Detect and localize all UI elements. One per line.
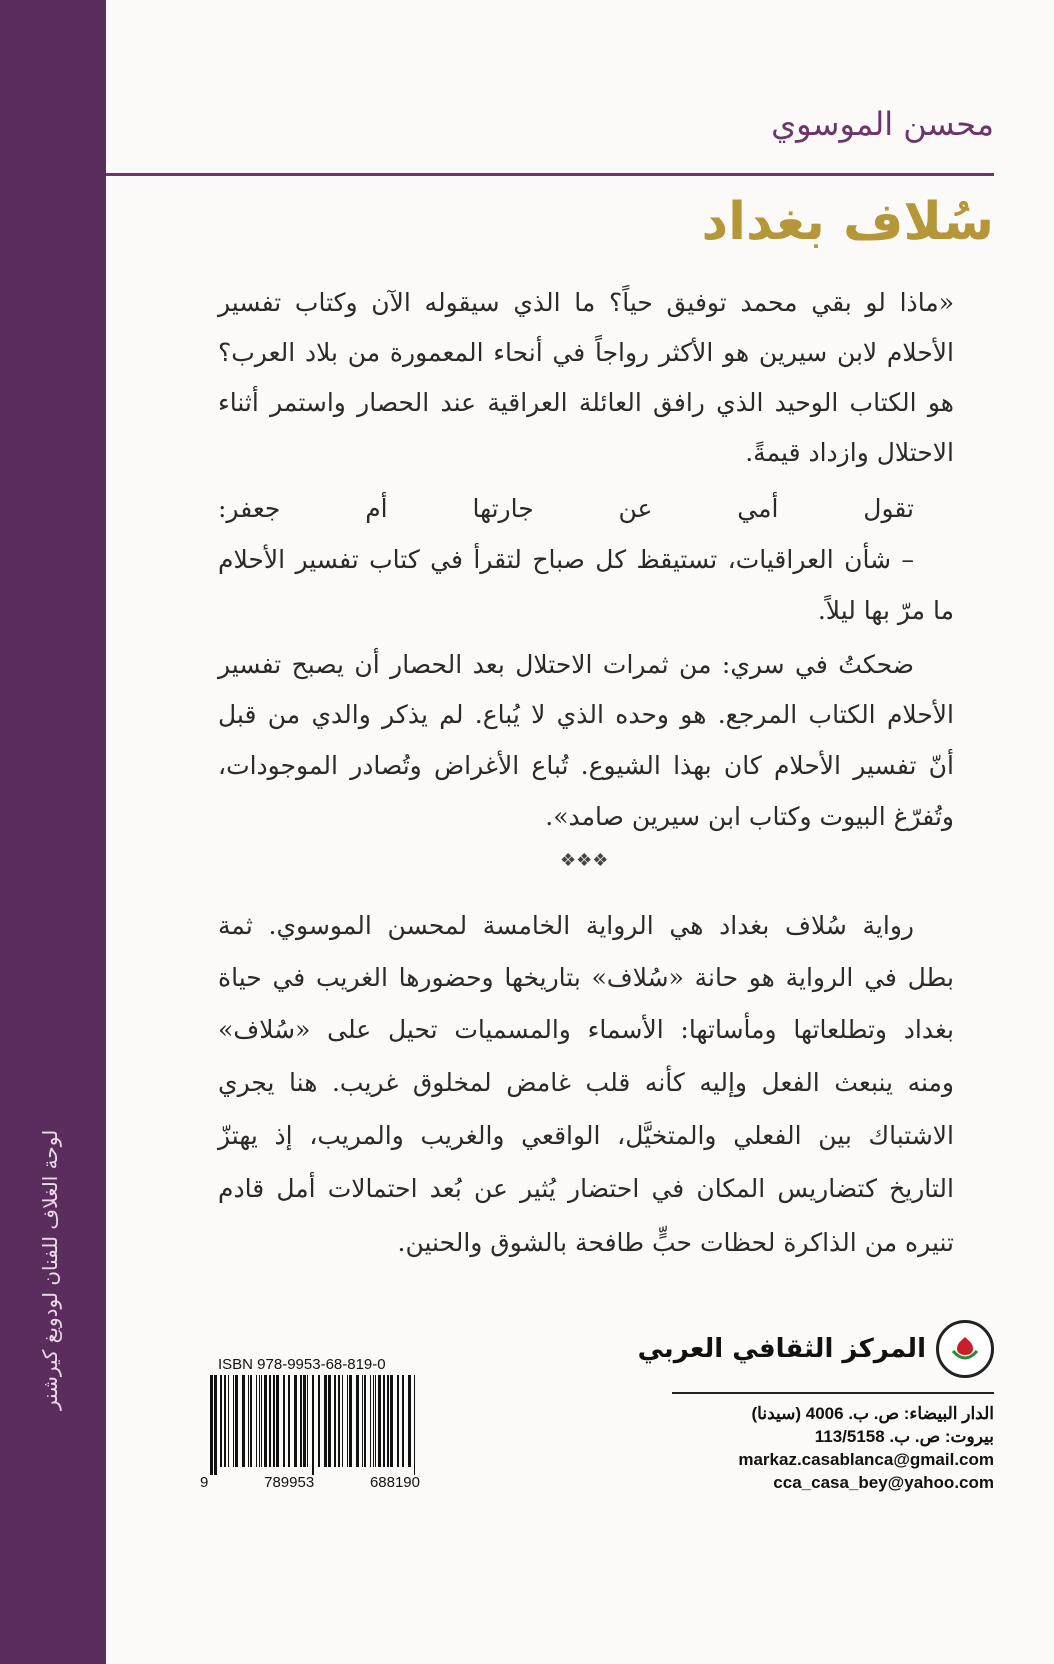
address-line: الدار البيضاء: ص. ب. 4006 (سيدنا) [751,1404,994,1423]
text-line: هو الكتاب الوحيد الذي رافق العائلة العراقية عند الحصار واستمر أثناء [218,388,954,417]
barcode-bar [364,1375,366,1467]
text-line: الاشتباك بين الفعلي والمتخيَّل، الواقعي والغريب والمريب، إذ يهتزّ [218,1121,954,1150]
address-line: بيروت: ص. ب. 113/5158 [814,1427,994,1446]
barcode-bar [390,1375,393,1467]
barcode-bar [288,1375,290,1467]
publisher-name: المركز الثقافي العربي [637,1334,926,1364]
barcode-bar [261,1375,262,1467]
barcode-bar [334,1375,336,1467]
barcode-bar [250,1375,252,1467]
barcode [210,1375,415,1475]
barcode-digit-group: 9 [200,1474,209,1491]
text-line: بطل في الرواية هو حانة «سُلاف» بتاريخها وحضورها الغريب في حياة [218,963,954,992]
barcode-bar [312,1375,314,1475]
text-line: ومنه ينبعث الفعل وإليه كأنه قلب غامض لمخلوق غريب. هنا يجري [218,1068,954,1097]
isbn-label: ISBN 978-9953-68-819-0 [218,1356,386,1373]
text-line: رواية سُلاف بغداد هي الرواية الخامسة لمحسن الموسوي. ثمة [218,911,914,940]
barcode-bar [264,1375,267,1467]
barcode-bar [383,1375,385,1467]
text-line: بغداد وتطلعاتها ومأساتها: الأسماء والمسميات تحيل على «سُلاف» [218,1015,954,1044]
divider [672,1392,994,1394]
barcode-bar [228,1375,229,1467]
barcode-bar [347,1375,348,1467]
publisher-block [638,1320,994,1378]
barcode-bar [283,1375,285,1467]
divider [106,173,994,176]
barcode-bar [307,1375,308,1467]
publisher-address [738,1402,994,1494]
barcode-bar [294,1375,297,1467]
text-line: الأحلام لابن سيرين هو الأكثر رواجاً في أنحاء المعمورة من بلاد العرب؟ [218,338,954,367]
barcode-bar [318,1375,320,1467]
text-line: – شأن العراقيات، تستيقظ كل صباح لتقرأ في كتاب تفسير الأحلام [218,545,914,574]
text-line: ما مرّ بها ليلاً. [817,596,954,625]
text-line: الاحتلال وازداد قيمةً. [745,438,954,467]
barcode-bar [378,1375,381,1467]
barcode-bar [273,1375,275,1467]
text-line: تقول أمي عن جارتها أم جعفر: [218,494,914,523]
text-line: ضحكتُ في سري: من ثمرات الاحتلال بعد الحصار أن يصبح تفسير [218,650,914,679]
barcode-bar [356,1375,359,1467]
barcode-bar [233,1375,234,1467]
publisher-logo-icon [936,1320,994,1378]
spine-strip [0,0,106,1664]
text-line: «ماذا لو بقي محمد توفيق حياً؟ ما الذي سيقوله الآن وكتاب تفسير [218,288,954,317]
barcode-bar [303,1375,306,1467]
barcode-bar [338,1375,340,1467]
barcode-bar [375,1375,376,1467]
barcode-bar [362,1375,363,1467]
barcode-bar [235,1375,238,1467]
barcode-bar [224,1375,226,1467]
barcode-digit-group: 688190 [369,1474,420,1491]
email-link[interactable]: cca_casa_bey@yahoo.com [773,1473,994,1492]
barcode-bar [370,1375,371,1467]
barcode-bar [397,1375,399,1467]
barcode-bar [349,1375,352,1467]
barcode-bar [402,1375,404,1467]
text-line: تنيره من الذاكرة لحظات حبٍّ طافحة بالشوق والحنين. [397,1228,954,1257]
barcode-bar [214,1375,217,1475]
author-name: محسن الموسوي [771,105,994,143]
barcode-bar [248,1375,249,1467]
barcode-bar [373,1375,374,1467]
cover-art-credit: لوحة الغلاف للفنان لودويغ كيرشنر [38,1130,62,1411]
barcode-digits [200,1474,420,1491]
text-line: وتُفرّغ البيوت وكتاب ابن سيرين صامد». [545,802,954,831]
barcode-bar [324,1375,327,1467]
barcode-bar [220,1375,222,1467]
barcode-bar [210,1375,213,1475]
text-line: التاريخ كتضاريس المكان في احتضار يُثير عن بُعد احتمالات أمل قادم [218,1174,954,1203]
barcode-bar [387,1375,389,1467]
barcode-bar [259,1375,260,1467]
book-title: سُلاف بغداد [701,192,994,252]
text-line: أنّ تفسير الأحلام كان بهذا الشيوع. تُباع الأغراض وتُصادر الموجودات، [218,751,954,780]
section-separator: ❖❖❖ [560,850,609,871]
barcode-bar [300,1375,302,1467]
email-link[interactable]: markaz.casablanca@gmail.com [738,1450,994,1469]
text-line: الأحلام الكتاب المرجع. هو وحده الذي لا يُباع. لم يذكر والدي من قبل [218,700,954,729]
barcode-bar [269,1375,271,1467]
barcode-bar [256,1375,257,1467]
barcode-bar [328,1375,331,1467]
barcode-bar [242,1375,245,1467]
barcode-bar [408,1375,411,1467]
barcode-bar [342,1375,343,1467]
barcode-digit-group: 789953 [264,1474,315,1491]
barcode-bar [276,1375,279,1467]
barcode-bar [414,1375,415,1475]
